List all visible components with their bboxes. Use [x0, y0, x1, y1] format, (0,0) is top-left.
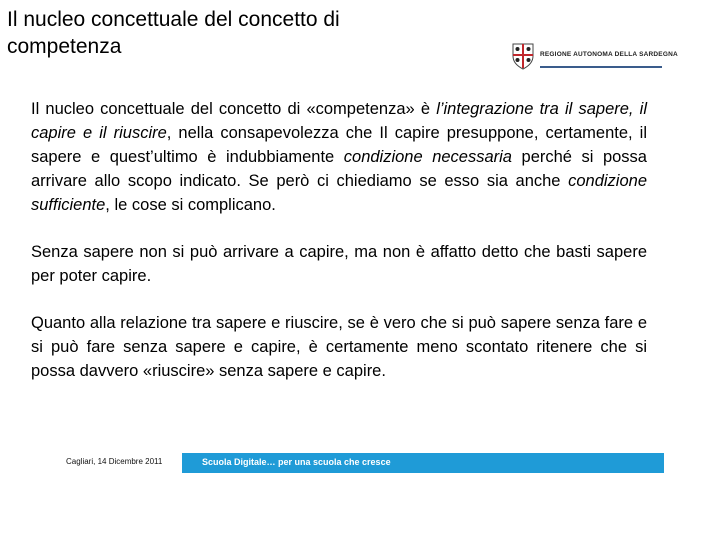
slide-title-line1: Il nucleo concettuale del concetto di — [7, 8, 340, 31]
paragraph-1-text-1: Il nucleo concettuale del concetto di «competenza» è — [31, 100, 437, 118]
sardinia-coat-of-arms-icon — [509, 42, 537, 70]
slide-title — [7, 6, 467, 60]
paragraph-2: Senza sapere non si può arrivare a capire, ma non è affatto detto che basti sapere per poter capire. — [31, 243, 647, 285]
footer-tagline: Scuola Digitale… per una scuola che cresce — [202, 457, 391, 467]
slide-title-line2: competenza — [7, 35, 122, 58]
slide-body — [31, 97, 647, 383]
paragraph-1-text-3: perché si possa arrivare allo scopo indicato. Se però ci chiediamo se esso sia anche — [31, 148, 647, 190]
paragraph-1-text-2: , nella consapevolezza che Il capire presuppone, certamente, il sapere e quest’ultimo è indubbiamente — [31, 124, 648, 166]
logo-divider — [540, 66, 662, 68]
paragraph-1 — [31, 97, 647, 217]
region-logo-text: REGIONE AUTONOMA DELLA SARDEGNA — [540, 51, 678, 58]
paragraph-1-text-4: , le cose si complicano. — [105, 196, 276, 214]
region-logo — [509, 42, 678, 70]
paragraph-1-emphasis-2: condizione necessaria — [343, 148, 512, 166]
paragraph-1-emphasis-1: l’integrazione tra il sapere, il capire e il riuscire — [31, 100, 647, 142]
footer-date: Cagliari, 14 Dicembre 2011 — [66, 457, 163, 466]
paragraph-1-emphasis-3: condizione sufficiente — [31, 172, 647, 214]
paragraph-3: Quanto alla relazione tra sapere e riuscire, se è vero che si può sapere senza fare e si può fare senza sapere e capire, è certamente meno scontato ritenere che si possa davvero «riuscire» senza sapere e capire. — [31, 314, 647, 380]
slide-footer — [56, 453, 664, 473]
